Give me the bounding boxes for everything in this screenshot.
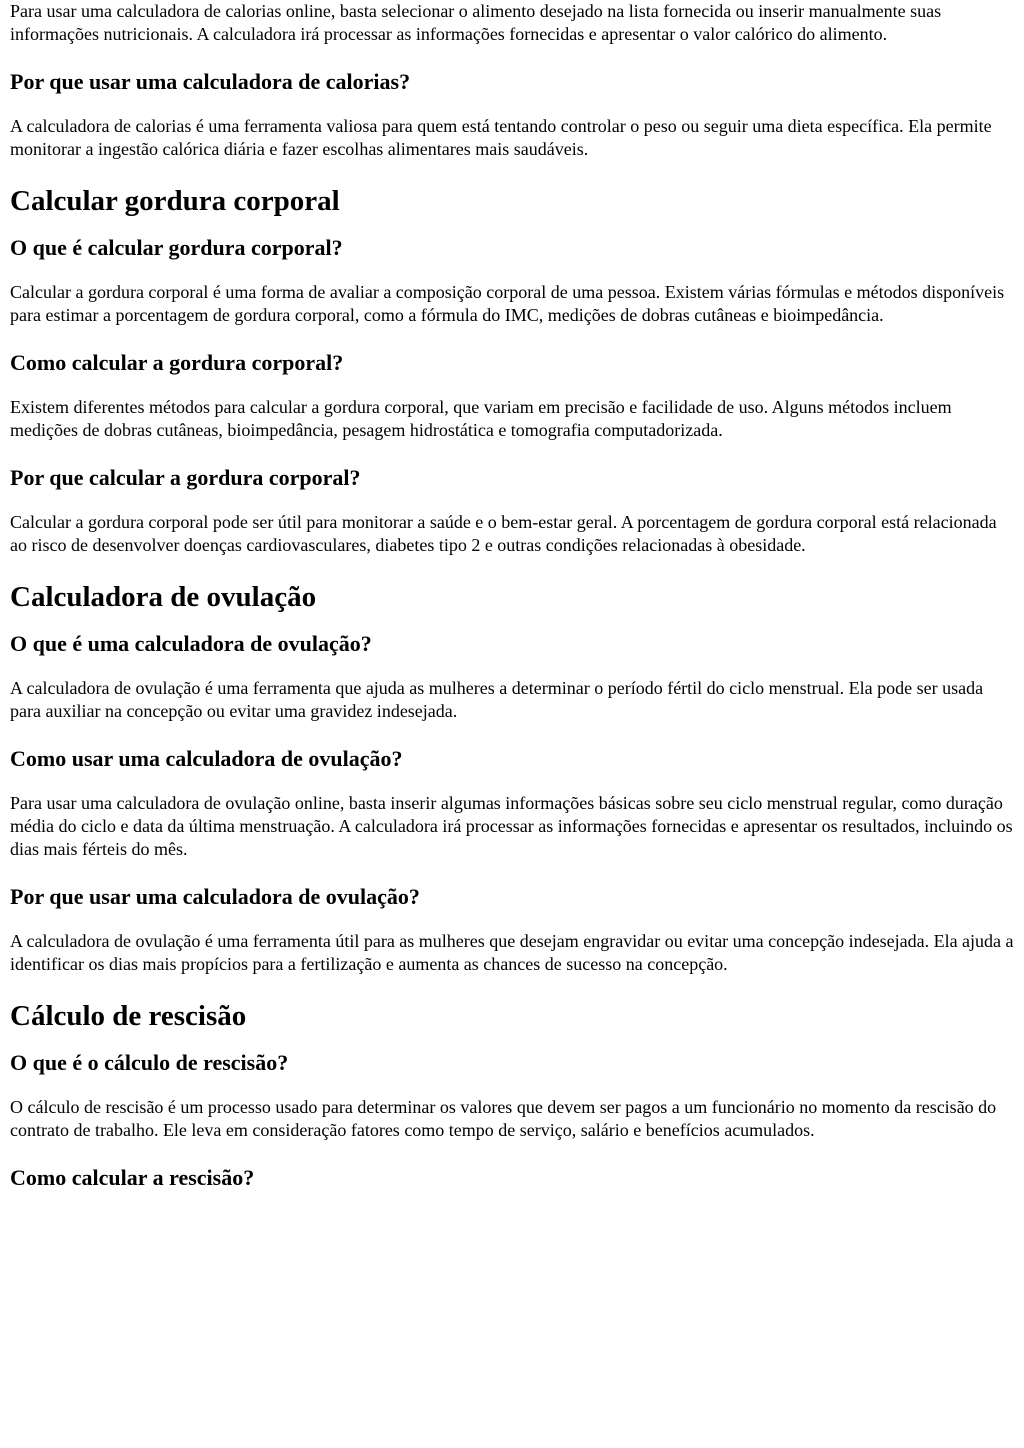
heading-ovulacao-what: O que é uma calculadora de ovulação? [10,631,372,656]
section-title-rescisao: Cálculo de rescisão [10,1000,247,1032]
heading-rescisao-how: Como calcular a rescisão? [10,1165,255,1190]
heading-gordura-how: Como calcular a gordura corporal? [10,350,344,375]
heading-calorias-why: Por que usar uma calculadora de calorias? [10,69,411,94]
section-title-ovulacao: Calculadora de ovulação [10,581,317,613]
paragraph-gordura-what: Calcular a gordura corporal é uma forma de avaliar a composição corporal de uma pessoa. Existem várias fórmulas e métodos disponíveis para estimar a porcentagem de gordura corporal, como a fórmula do IMC, medições de dobras cutâneas e bioimpedância. [10,282,1005,325]
paragraph-calorias-why: A calculadora de calorias é uma ferramenta valiosa para quem está tentando controlar o peso ou seguir uma dieta específica. Ela permite monitorar a ingestão calórica diária e fazer escolhas alimentares mais saudáveis. [10,116,992,159]
heading-gordura-what: O que é calcular gordura corporal? [10,235,343,260]
paragraph-gordura-how: Existem diferentes métodos para calcular a gordura corporal, que variam em precisão e facilidade de uso. Alguns métodos incluem medições de dobras cutâneas, bioimpedância, pesagem hidrostática e tomografia computadorizada. [10,397,952,440]
heading-ovulacao-why: Por que usar uma calculadora de ovulação? [10,884,420,909]
heading-rescisao-what: O que é o cálculo de rescisão? [10,1050,289,1075]
paragraph-gordura-why: Calcular a gordura corporal pode ser útil para monitorar a saúde e o bem-estar geral. A porcentagem de gordura corporal está relacionada ao risco de desenvolver doenças cardiovasculares, diabetes tipo 2 e outras condições relacionadas à obesidade. [10,512,997,555]
paragraph-ovulacao-what: A calculadora de ovulação é uma ferramenta que ajuda as mulheres a determinar o período fértil do ciclo menstrual. Ela pode ser usada para auxiliar na concepção ou evitar uma gravidez indesejada. [10,678,984,721]
paragraph-calorias-how: Para usar uma calculadora de calorias online, basta selecionar o alimento desejado na lista fornecida ou inserir manualmente suas informações nutricionais. A calculadora irá processar as informações fornecidas e apresentar o valor calórico do alimento. [10,1,942,44]
paragraph-rescisao-what: O cálculo de rescisão é um processo usado para determinar os valores que devem ser pagos a um funcionário no momento da rescisão do contrato de trabalho. Ele leva em consideração fatores como tempo de serviço, salário e benefícios acumulados. [10,1097,997,1140]
section-title-gordura: Calcular gordura corporal [10,185,340,217]
heading-gordura-why: Por que calcular a gordura corporal? [10,465,361,490]
paragraph-ovulacao-how: Para usar uma calculadora de ovulação online, basta inserir algumas informações básicas sobre seu ciclo menstrual regular, como duração média do ciclo e data da última menstruação. A calculadora irá processar as informações fornecidas e apresentar os resultados, incluindo os dias mais férteis do mês. [10,793,1013,859]
heading-ovulacao-how: Como usar uma calculadora de ovulação? [10,746,403,771]
paragraph-ovulacao-why: A calculadora de ovulação é uma ferramenta útil para as mulheres que desejam engravidar ou evitar uma concepção indesejada. Ela ajuda a identificar os dias mais propícios para a fertilização e aumenta as chances de sucesso na concepção. [10,931,1014,974]
